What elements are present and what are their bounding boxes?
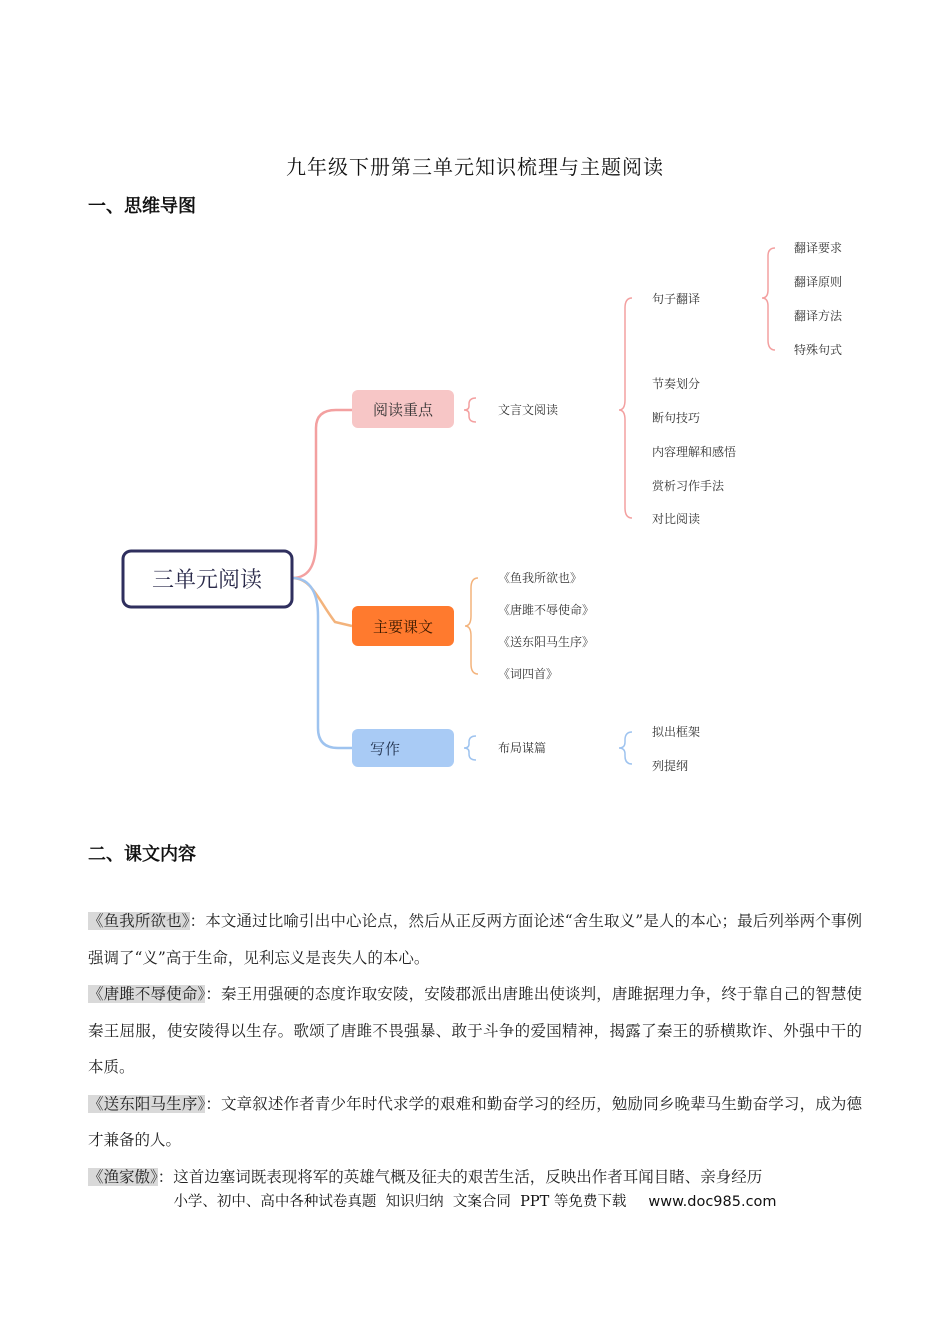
lesson-title-highlight: 《渔家傲》 — [88, 1167, 158, 1186]
lesson-summary: 秦王用强硬的态度诈取安陵，安陵郡派出唐雎出使谈判，唐雎据理力争，终于靠自己的智慧使秦王屈服，使安陵得以生存。歌颂了唐雎不畏强暴、敢于斗争的爱国精神，揭露了秦王的骄横欺诈、外强中干的本质。 — [88, 985, 862, 1076]
writing-node-label: 写作 — [370, 740, 401, 758]
lesson-item: 《鱼我所欲也》 — [498, 571, 583, 585]
connector-reading — [292, 410, 352, 578]
lesson-separator: ： — [189, 912, 206, 930]
translation-label: 句子翻译 — [652, 292, 701, 306]
lesson-content — [88, 903, 862, 1195]
lesson-title-highlight: 《送东阳马生序》 — [88, 1094, 206, 1113]
section-heading-lessons: 二、课文内容 — [88, 844, 196, 865]
lesson-paragraph — [88, 1086, 862, 1159]
lesson-paragraph — [88, 976, 862, 1086]
reading-brace — [464, 398, 476, 422]
writing-sub-brace — [619, 732, 632, 764]
footer-text: 小学、初中、高中各种试卷真题 知识归纳 文案合同 PPT 等免费下载 — [173, 1194, 627, 1210]
page-footer — [0, 1190, 950, 1211]
translation-brace — [762, 248, 775, 350]
translation-item: 翻译原则 — [794, 275, 843, 289]
reading-item: 节奏划分 — [652, 377, 701, 391]
reading-sub-brace — [619, 298, 632, 518]
document-title: 九年级下册第三单元知识梳理与主题阅读 — [286, 155, 664, 179]
lesson-separator: ： — [205, 1094, 221, 1113]
root-node-label: 三单元阅读 — [151, 568, 263, 593]
texts-brace — [465, 578, 478, 674]
lesson-summary: 文章叙述作者青少年时代求学的艰难和勤奋学习的经历，勉励同乡晚辈马生勤奋学习，成为德才兼备的人。 — [88, 1094, 862, 1149]
footer-url[interactable]: www.doc985.com — [648, 1194, 777, 1210]
writing-item: 拟出框架 — [652, 725, 701, 739]
writing-node-box — [352, 729, 454, 767]
writing-sub-label: 布局谋篇 — [498, 741, 547, 755]
lesson-item: 《唐雎不辱使命》 — [498, 603, 595, 617]
lesson-separator: ： — [157, 1167, 174, 1186]
reading-item: 赏析习作手法 — [652, 479, 725, 493]
lesson-summary: 这首边塞词既表现将军的英雄气概及征夫的艰苦生活，反映出作者耳闻目睹、亲身经历 — [173, 1167, 763, 1186]
lesson-separator: ： — [205, 985, 221, 1003]
connector-texts — [292, 578, 352, 626]
translation-item: 翻译方法 — [794, 309, 843, 323]
texts-node-label: 主要课文 — [372, 618, 434, 636]
lesson-title-highlight: 《唐雎不辱使命》 — [88, 985, 206, 1003]
lesson-paragraph — [88, 903, 862, 976]
lesson-item: 《送东阳马生序》 — [498, 635, 595, 649]
translation-item: 特殊句式 — [794, 343, 843, 357]
lesson-item: 《词四首》 — [498, 667, 559, 681]
reading-item: 内容理解和感悟 — [652, 445, 737, 459]
section-heading-mindmap: 一、思维导图 — [88, 196, 196, 217]
writing-brace — [464, 736, 476, 760]
translation-item: 翻译要求 — [794, 241, 843, 255]
reading-node-label: 阅读重点 — [372, 401, 434, 419]
reading-item: 断句技巧 — [652, 411, 701, 425]
writing-item: 列提纲 — [652, 759, 689, 773]
lesson-summary: 本文通过比喻引出中心论点，然后从正反两方面论述“舍生取义”是人的本心；最后列举两个事例强调了“义”高于生命，见利忘义是丧失人的本心。 — [88, 912, 862, 967]
reading-sub-label: 文言文阅读 — [498, 403, 559, 417]
lesson-title-highlight: 《鱼我所欲也》 — [88, 912, 190, 930]
reading-item: 对比阅读 — [652, 512, 701, 526]
